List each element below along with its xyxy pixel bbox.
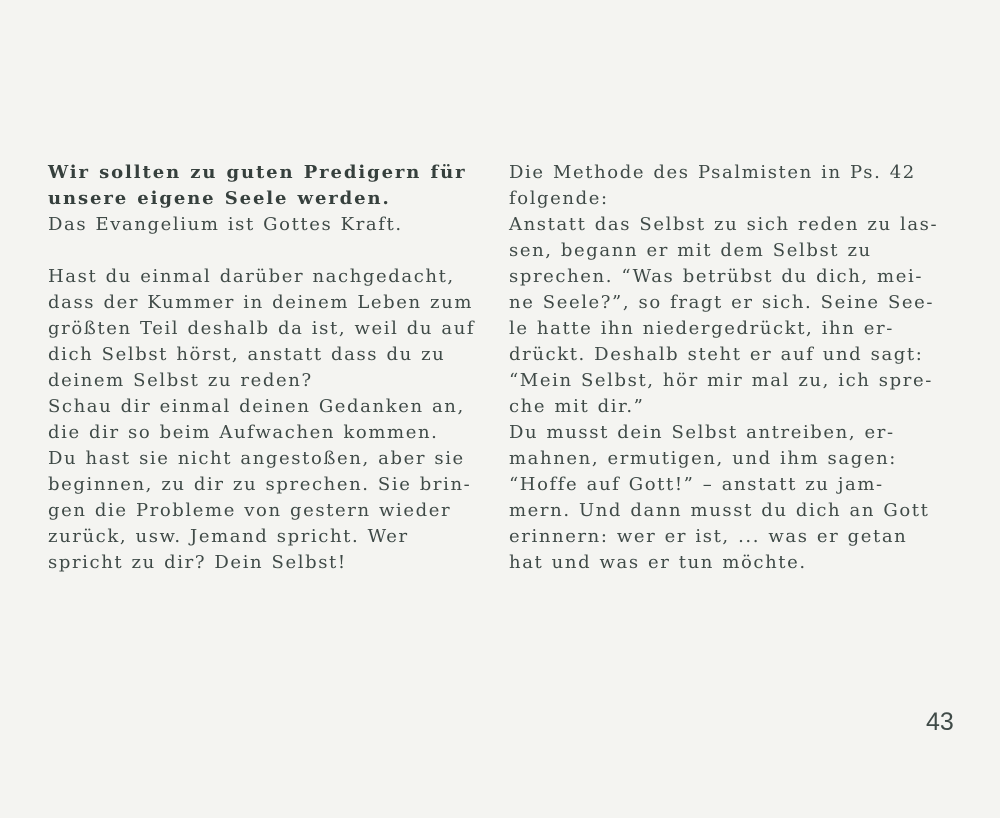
text-line: sprechen. “Was betrübst du dich, mei- xyxy=(509,266,924,287)
text-line: Anstatt das Selbst zu sich reden zu las- xyxy=(509,214,939,235)
text-line: Du musst dein Selbst antreiben, er- xyxy=(509,422,895,443)
heading-line: unsere eigene Seele werden. xyxy=(48,188,391,209)
text-line: dass der Kummer in deinem Leben zum xyxy=(48,292,473,313)
text-line: die dir so beim Aufwachen kommen. xyxy=(48,422,439,443)
text-line: “Mein Selbst, hör mir mal zu, ich spre- xyxy=(509,370,933,391)
text-line: Hast du einmal darüber nachgedacht, xyxy=(48,266,455,287)
text-line: Die Methode des Psalmisten in Ps. 42 xyxy=(509,162,916,183)
text-line: beginnen, zu dir zu sprechen. Sie brin- xyxy=(48,474,472,495)
text-line: Du hast sie nicht angestoßen, aber sie xyxy=(48,448,465,469)
text-line: gen die Probleme von gestern wieder xyxy=(48,500,452,521)
left-column xyxy=(48,160,498,576)
text-line: spricht zu dir? Dein Selbst! xyxy=(48,552,347,573)
text-line: dich Selbst hörst, anstatt dass du zu xyxy=(48,344,446,365)
text-line: “Hoffe auf Gott!” – anstatt zu jam- xyxy=(509,474,884,495)
text-line: hat und was er tun möchte. xyxy=(509,552,807,573)
text-line: Schau dir einmal deinen Gedanken an, xyxy=(48,396,465,417)
text-line: erinnern: wer er ist, ... was er getan xyxy=(509,526,908,547)
text-line: ne Seele?”, so fragt er sich. Seine See- xyxy=(509,292,935,313)
paragraph-gap xyxy=(48,238,498,264)
right-column xyxy=(509,160,957,576)
text-line: mern. Und dann musst du dich an Gott xyxy=(509,500,930,521)
text-line: Das Evangelium ist Gottes Kraft. xyxy=(48,214,403,235)
text-line: zurück, usw. Jemand spricht. Wer xyxy=(48,526,409,547)
text-line: folgende: xyxy=(509,188,609,209)
text-line: größten Teil deshalb da ist, weil du auf xyxy=(48,318,476,339)
page-number: 43 xyxy=(926,708,954,736)
text-line: drückt. Deshalb steht er auf und sagt: xyxy=(509,344,924,365)
text-line: deinem Selbst zu reden? xyxy=(48,370,313,391)
text-line: che mit dir.” xyxy=(509,396,645,417)
text-line: le hatte ihn niedergedrückt, ihn er- xyxy=(509,318,894,339)
text-line: sen, begann er mit dem Selbst zu xyxy=(509,240,872,261)
text-line: mahnen, ermutigen, und ihm sagen: xyxy=(509,448,897,469)
heading-line: Wir sollten zu guten Predigern für xyxy=(48,162,467,183)
